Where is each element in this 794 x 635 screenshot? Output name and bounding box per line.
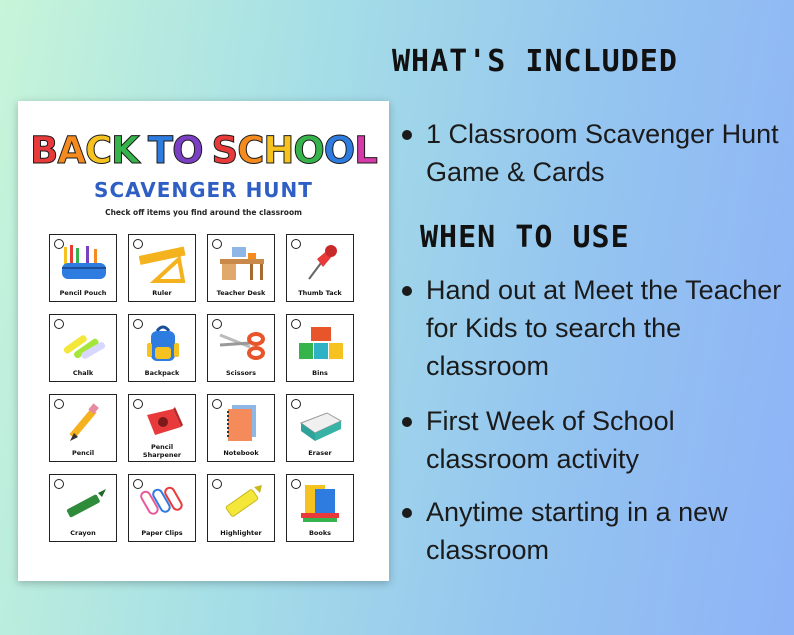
- item-card: [128, 314, 196, 382]
- item-card: [286, 314, 354, 382]
- item-card: [49, 234, 117, 302]
- title-letter: [203, 129, 212, 172]
- title-letter: T: [147, 129, 173, 172]
- bullet-dot-icon: [402, 508, 412, 518]
- paper-clips-icon: [139, 483, 187, 523]
- pencil-sharpener-icon: [139, 403, 187, 443]
- highlighter-icon: [218, 483, 266, 523]
- title-letter: H: [263, 129, 294, 172]
- title-letter: O: [293, 129, 324, 172]
- title-letter: K: [111, 129, 139, 172]
- bullet-dot-icon: [402, 130, 412, 140]
- item-card: [207, 474, 275, 542]
- item-label: Scissors: [225, 369, 257, 377]
- item-label: Ruler: [152, 289, 172, 297]
- pencil-pouch-icon: [60, 243, 108, 283]
- bullet-text: 1 Classroom Scavenger Hunt Game & Cards: [426, 119, 779, 187]
- item-label: Pencil Sharpener: [142, 443, 182, 459]
- item-label: Pencil: [71, 449, 95, 457]
- item-card: [286, 474, 354, 542]
- title-letter: C: [237, 129, 264, 172]
- title-letter: O: [323, 129, 355, 172]
- item-label: Pencil Pouch: [59, 289, 107, 297]
- title-letter: C: [85, 129, 112, 172]
- bullet-dot-icon: [402, 417, 412, 427]
- item-label: Crayon: [70, 529, 96, 537]
- bins-icon: [297, 323, 345, 363]
- title-letter: A: [57, 129, 85, 172]
- item-label: Bins: [312, 369, 328, 377]
- bullet-text: Hand out at Meet the Teacher for Kids to search the classroom: [426, 275, 782, 381]
- title-letter: O: [172, 129, 203, 172]
- backpack-icon: [139, 323, 187, 363]
- item-label: Teacher Desk: [216, 289, 266, 297]
- item-card: [286, 234, 354, 302]
- item-card: [49, 394, 117, 462]
- scavenger-hunt-sheet: [18, 101, 389, 581]
- item-card: [128, 234, 196, 302]
- item-card: [207, 314, 275, 382]
- item-label: Notebook: [223, 449, 259, 457]
- item-label: Eraser: [308, 449, 332, 457]
- pencil-icon: [60, 403, 108, 443]
- sheet-instructions: Check off items you find around the classroom: [105, 208, 302, 217]
- title-letter: B: [30, 129, 58, 172]
- item-label: Highlighter: [220, 529, 262, 537]
- books-icon: [297, 483, 345, 523]
- when-to-use-heading: WHEN TO USE: [420, 220, 630, 255]
- crayon-icon: [60, 483, 108, 523]
- bullet-text: Anytime starting in a new classroom: [426, 497, 728, 565]
- ruler-icon: [139, 243, 187, 283]
- item-label: Backpack: [144, 369, 180, 377]
- sheet-title: [18, 129, 389, 172]
- item-card: [128, 474, 196, 542]
- bullet-text: First Week of School classroom activity: [426, 406, 675, 474]
- item-card: [49, 474, 117, 542]
- item-card: [286, 394, 354, 462]
- sheet-subtitle: SCAVENGER HUNT: [94, 178, 313, 202]
- item-card: [207, 234, 275, 302]
- item-label: Paper Clips: [141, 529, 183, 537]
- scissors-icon: [218, 323, 266, 363]
- title-letter: S: [211, 129, 238, 172]
- whats-included-heading: WHAT'S INCLUDED: [392, 44, 678, 79]
- teacher-desk-icon: [218, 243, 266, 283]
- notebook-icon: [218, 403, 266, 443]
- item-label: Books: [308, 529, 332, 537]
- bullet-dot-icon: [402, 286, 412, 296]
- item-label: Chalk: [72, 369, 94, 377]
- eraser-icon: [297, 403, 345, 443]
- item-label: Thumb Tack: [298, 289, 342, 297]
- title-letter: L: [354, 129, 377, 172]
- item-card: [128, 394, 196, 462]
- item-grid: [49, 234, 354, 542]
- item-card: [49, 314, 117, 382]
- thumb-tack-icon: [297, 243, 345, 283]
- chalk-icon: [60, 323, 108, 363]
- item-card: [207, 394, 275, 462]
- title-letter: [139, 129, 148, 172]
